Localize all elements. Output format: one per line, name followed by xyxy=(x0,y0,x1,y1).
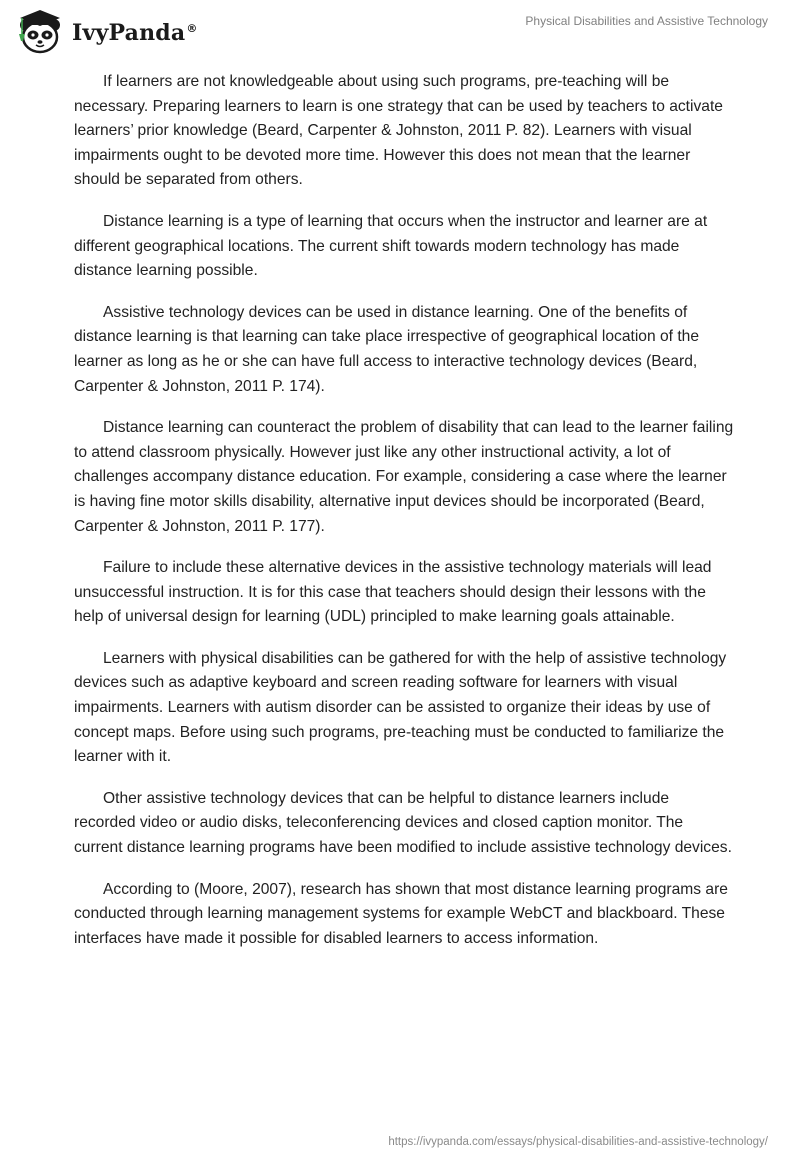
logo-text: IvyPanda® xyxy=(72,20,198,46)
page-header xyxy=(0,0,800,60)
paragraph: Distance learning can counteract the problem of disability that can lead to the learner failing to attend classroom physically. However just like any other instructional activity, a lot of challenges accompany distance education. For example, considering a case where the learner is having fine motor skills disability, alternative input devices should be incorporated (Beard, Carpenter & Johnston, 2011 P. 177). xyxy=(74,419,734,535)
paragraph: Learners with physical disabilities can be gathered for with the help of assistive technology devices such as adaptive keyboard and screen reading software for learners with visual impairments. Learners with autism disorder can be assisted to organize their ideas by use of concept maps. Before using such programs, pre-teaching must be conducted to familiarize the learner with it. xyxy=(74,649,727,766)
source-url-link[interactable]: https://ivypanda.com/essays/physical-disabilities-and-assistive-technology/ xyxy=(388,1136,768,1148)
paragraph: Distance learning is a type of learning that occurs when the instructor and learner are at different geographical locations. The current shift towards modern technology has made distance learning possible. xyxy=(74,212,708,280)
paragraph: Assistive technology devices can be used in distance learning. One of the benefits of distance learning is that learning can take place irrespective of geographical location of the learner as long as he or she can have full access to interactive technology devices (Beard, Carpenter & Johnston, 2011 P. 174). xyxy=(74,303,699,395)
logo[interactable] xyxy=(14,8,198,56)
panda-logo-icon xyxy=(14,8,66,56)
paragraph: If learners are not knowledgeable about using such programs, pre-teaching will be necessary. Preparing learners to learn is one strategy that can be used by teachers to activate learners’ prior knowledge (Beard, Carpenter & Johnston, 2011 P. 82). Learners with visual impairments ought to be devoted more time. However this does not mean that the learner should be separated from others. xyxy=(74,73,723,189)
paragraph: Other assistive technology devices that can be helpful to distance learners include recorded video or audio disks, teleconferencing devices and closed caption monitor. The current distance learning programs have been modified to include assistive technology devices. xyxy=(74,789,732,857)
paragraph: Failure to include these alternative devices in the assistive technology materials will lead unsuccessful instruction. It is for this case that teachers should design their lessons with the help of universal design for learning (UDL) principled to make learning goals attainable. xyxy=(74,559,712,626)
paragraph: According to (Moore, 2007), research has shown that most distance learning programs are conducted through learning management systems for example WebCT and blackboard. These interfaces have made it possible for disabled learners to access information. xyxy=(74,880,728,947)
essay-body xyxy=(74,70,734,968)
document-title: Physical Disabilities and Assistive Technology xyxy=(525,14,768,28)
